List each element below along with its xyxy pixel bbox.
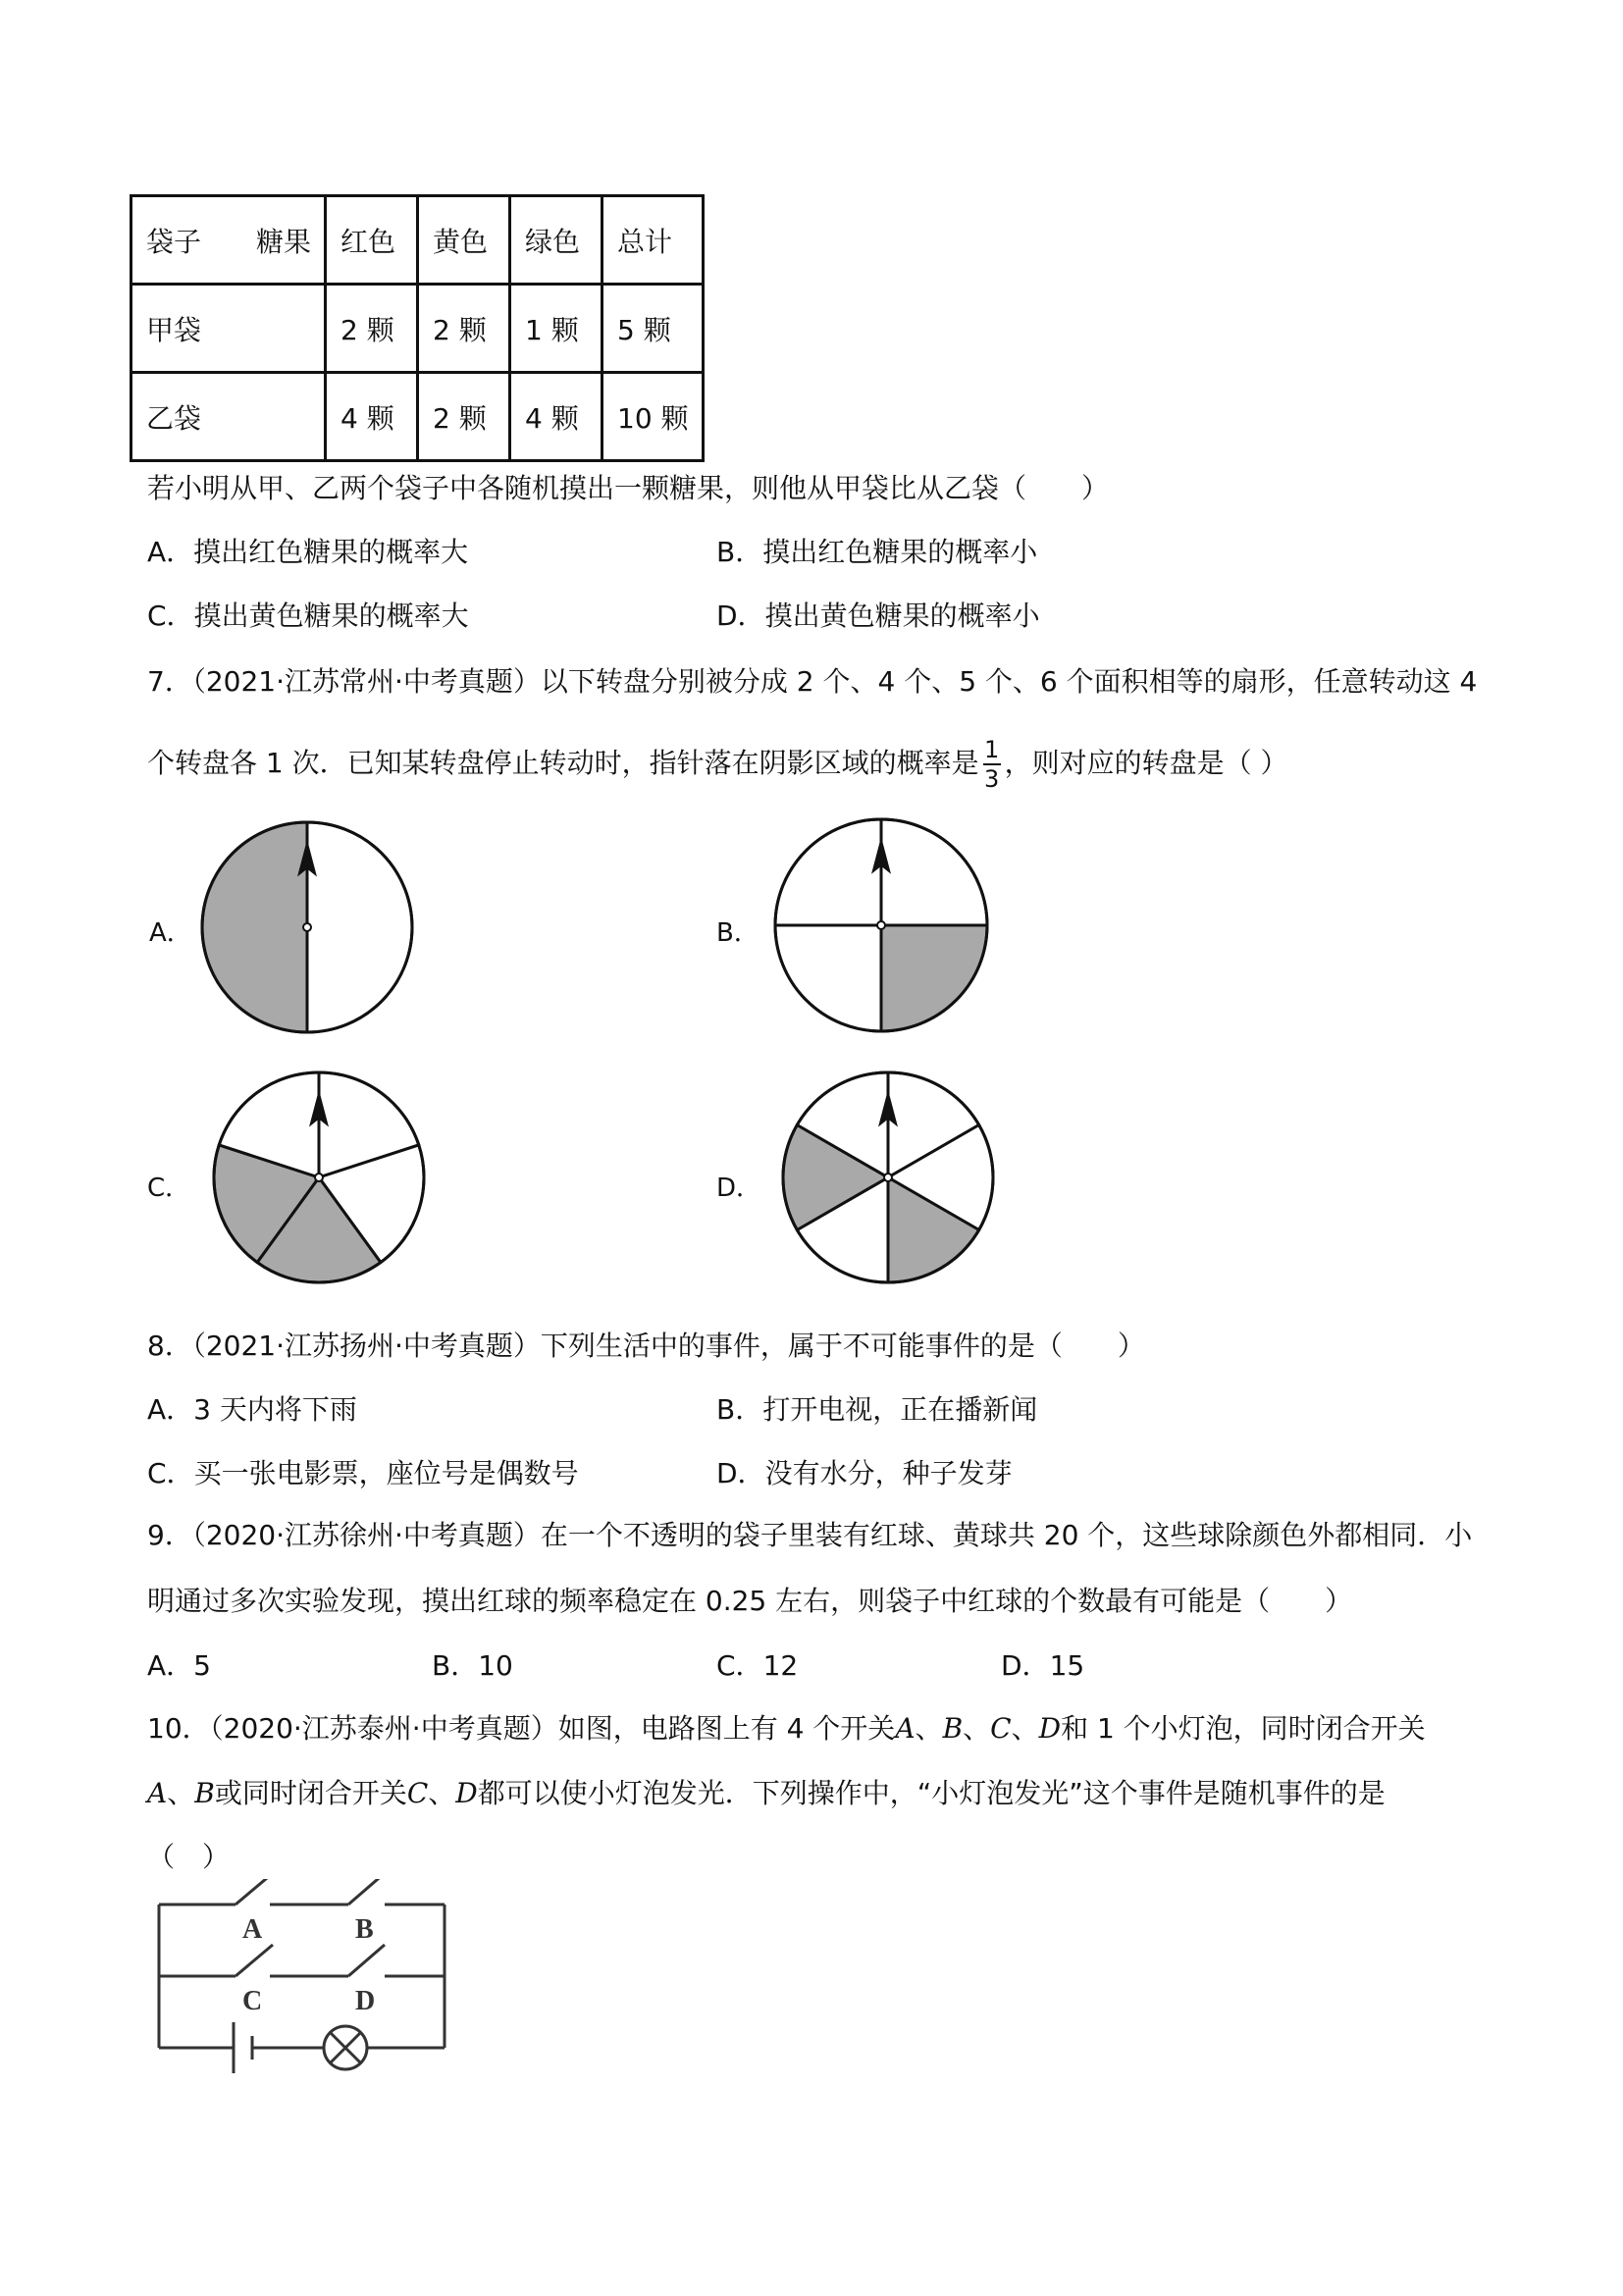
spinner-d — [780, 1070, 996, 1285]
sector — [307, 822, 412, 1032]
option-label: B． — [432, 1649, 479, 1682]
table-cell: 10 颗 — [602, 373, 704, 461]
switch-c-blade — [236, 1945, 273, 1976]
option-label: C． — [716, 1649, 763, 1682]
q9-stem-line1: 9．（2020·江苏徐州·中考真题）在一个不透明的袋子里装有红球、黄球共 20 个，这些球除颜色外都相同．小 — [147, 1519, 1473, 1551]
spinner-c-label: C． — [147, 1174, 191, 1203]
q6-option-a — [147, 533, 468, 572]
q7-line2-pre: 个转盘各 1 次．已知某转盘停止转动时，指针落在阴影区域的概率是 — [147, 747, 979, 779]
q6-stem: 若小明从甲、乙两个袋子中各随机摸出一颗糖果，则他从甲袋比从乙袋（ ） — [147, 472, 1110, 504]
candy-table — [130, 194, 705, 462]
table-cell: 甲袋 — [131, 285, 326, 373]
switch-c-label: C — [242, 1986, 263, 2016]
q8-option-b — [716, 1390, 1037, 1430]
q8-stem: 8．（2021·江苏扬州·中考真题）下列生活中的事件，属于不可能事件的是（ ） — [147, 1330, 1145, 1362]
option-text: 没有水分，种子发芽 — [764, 1457, 1013, 1489]
q6-option-d — [716, 597, 1040, 636]
switch-d-blade — [348, 1945, 385, 1976]
separator: 、 — [1011, 1712, 1039, 1745]
option-text: 5 — [193, 1649, 211, 1682]
option-label: B． — [716, 1393, 763, 1426]
switch-a-ref: A — [895, 1712, 916, 1745]
q8-option-c — [147, 1454, 579, 1493]
q10-line1-post: 和 1 个小灯泡，同时闭合开关 — [1061, 1712, 1426, 1745]
table-cell: 2 颗 — [418, 373, 510, 461]
table-cell: 2 颗 — [326, 285, 418, 373]
option-text: 10 — [478, 1649, 513, 1682]
q10-line2-post: 都可以使小灯泡发光．下列操作中，“小灯泡发光”这个事件是随机事件的是 — [477, 1777, 1386, 1809]
separator: 、 — [963, 1712, 991, 1745]
q6-option-b — [716, 533, 1037, 572]
table-cell: 4 颗 — [326, 373, 418, 461]
q9-option-b — [432, 1646, 513, 1686]
fraction-numerator: 1 — [983, 736, 1000, 763]
option-text: 15 — [1049, 1649, 1085, 1682]
switch-d-ref: D — [455, 1777, 478, 1809]
table-row — [131, 373, 704, 461]
spinner-a-label: A． — [149, 918, 192, 948]
shaded-sector — [202, 822, 307, 1032]
option-label: A． — [147, 536, 194, 568]
table-header-cell: 红色 — [326, 196, 418, 285]
option-label: D． — [1001, 1649, 1050, 1682]
switch-d-ref: D — [1038, 1712, 1062, 1745]
option-text: 打开电视，正在播新闻 — [762, 1393, 1038, 1426]
switch-b-ref: B — [942, 1712, 964, 1745]
table-cell: 2 颗 — [418, 285, 510, 373]
q10-stem-line3: （ ） — [147, 1841, 231, 1873]
switch-b-label: B — [355, 1914, 374, 1945]
q10-line2-mid: 或同时闭合开关 — [214, 1777, 407, 1809]
option-text: 3 天内将下雨 — [193, 1393, 357, 1426]
table-cell: 1 颗 — [510, 285, 602, 373]
q9-option-a — [147, 1646, 211, 1686]
table-row — [131, 285, 704, 373]
switch-a-blade — [236, 1879, 273, 1905]
switch-b-blade — [348, 1879, 385, 1905]
option-text: 12 — [762, 1649, 799, 1682]
switch-a-label: A — [242, 1914, 263, 1945]
q6-option-c — [147, 597, 469, 636]
switch-d-label: D — [355, 1986, 376, 2016]
option-text: 摸出黄色糖果的概率大 — [193, 600, 469, 632]
q9-option-c — [716, 1646, 798, 1686]
table-cell: 4 颗 — [510, 373, 602, 461]
table-header-row — [131, 196, 704, 285]
fraction-denominator: 3 — [983, 765, 1000, 793]
switch-a-ref: A — [147, 1777, 168, 1809]
fraction-one-third — [983, 738, 1001, 791]
option-label: D． — [716, 1457, 765, 1489]
option-label: C． — [147, 1457, 194, 1489]
table-header-cell: 黄色 — [418, 196, 510, 285]
option-text: 摸出红色糖果的概率小 — [762, 536, 1038, 568]
table-cell: 乙袋 — [131, 373, 326, 461]
option-text: 摸出黄色糖果的概率小 — [764, 600, 1040, 632]
switch-c-ref: C — [990, 1712, 1012, 1745]
spinner-d-label: D． — [716, 1174, 762, 1203]
table-header-cell: 绿色 — [510, 196, 602, 285]
spinner-b — [772, 816, 990, 1034]
option-text: 买一张电影票，座位号是偶数号 — [193, 1457, 579, 1489]
q10-stem-line2 — [147, 1774, 1386, 1813]
q7-stem-line2 — [147, 738, 1288, 791]
option-label: D． — [716, 600, 765, 632]
table-cell: 5 颗 — [602, 285, 704, 373]
separator: 、 — [428, 1777, 456, 1809]
option-label: B． — [716, 536, 763, 568]
switch-c-ref: C — [406, 1777, 429, 1809]
q8-option-d — [716, 1454, 1013, 1493]
table-header-cell: 总计 — [602, 196, 704, 285]
spinner-c — [211, 1070, 427, 1285]
q10-line1-pre: 10．（2020·江苏泰州·中考真题）如图，电路图上有 4 个开关 — [147, 1712, 896, 1745]
separator: 、 — [167, 1777, 195, 1809]
circuit-diagram — [147, 1879, 471, 2105]
option-label: A． — [147, 1649, 194, 1682]
q10-stem-line1 — [147, 1709, 1426, 1748]
spinner-a — [199, 819, 415, 1035]
separator: 、 — [915, 1712, 943, 1745]
q7-line2-post: ，则对应的转盘是（ ） — [1004, 747, 1288, 779]
option-text: 摸出红色糖果的概率大 — [193, 536, 469, 568]
q8-option-a — [147, 1390, 357, 1430]
option-label: A． — [147, 1393, 194, 1426]
spinner-b-label: B． — [716, 918, 759, 948]
switch-b-ref: B — [194, 1777, 215, 1809]
q9-option-d — [1001, 1646, 1084, 1686]
table-header-cell: 袋子 糖果 — [131, 196, 326, 285]
option-label: C． — [147, 600, 194, 632]
q9-stem-line2: 明通过多次实验发现，摸出红球的频率稳定在 0.25 左右，则袋子中红球的个数最有可能是（ ） — [147, 1585, 1353, 1617]
q7-stem-line1: 7．（2021·江苏常州·中考真题）以下转盘分别被分成 2 个、4 个、5 个、6 个面积相等的扇形，任意转动这 4 — [147, 665, 1478, 698]
